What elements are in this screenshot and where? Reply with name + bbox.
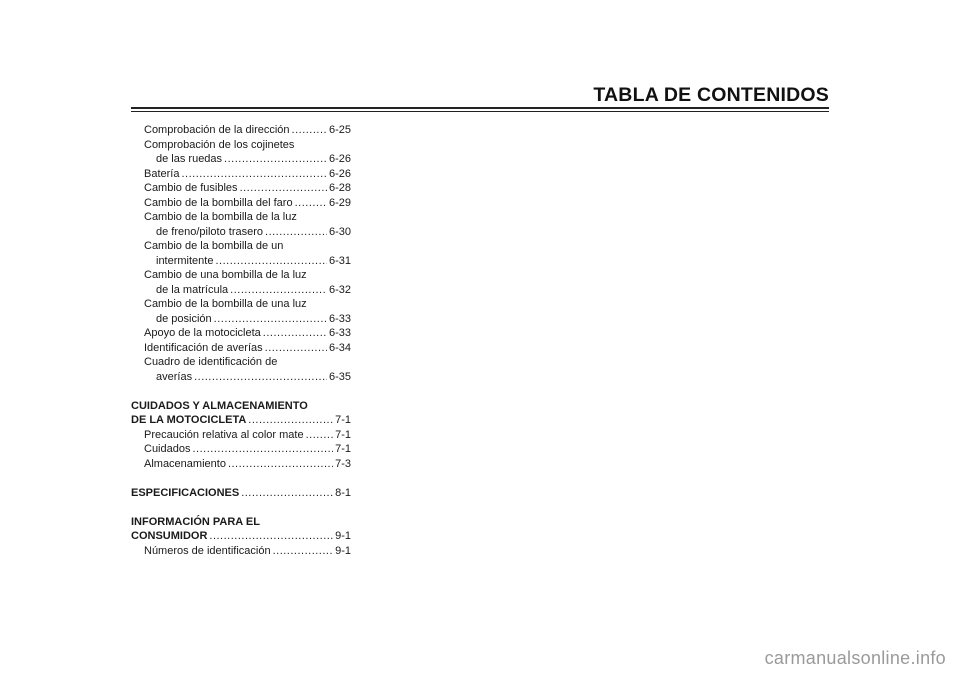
toc-entry-title: Números de identificación xyxy=(144,544,271,557)
toc-entry[interactable] xyxy=(131,326,351,341)
toc-entry-line[interactable] xyxy=(131,239,351,254)
toc-entry-title: Comprobación de los cojinetes xyxy=(144,138,295,151)
toc-page-number: 7-3 xyxy=(335,457,351,470)
toc-entry-title: de posición xyxy=(156,312,212,325)
toc-leader xyxy=(215,254,326,269)
toc-page-number: 6-31 xyxy=(328,254,351,267)
section-gap xyxy=(131,471,351,486)
toc-entry[interactable] xyxy=(131,312,351,327)
toc-entry-title: Cambio de la bombilla del faro xyxy=(144,196,293,209)
toc-leader xyxy=(273,544,334,559)
toc-entry-title: de freno/piloto trasero xyxy=(156,225,264,238)
toc-entry-title: intermitente xyxy=(156,254,214,267)
toc-page-number: 9-1 xyxy=(335,530,351,542)
toc-page-number: 6-29 xyxy=(328,196,351,209)
toc-entry-title: Comprobación de la dirección xyxy=(144,124,290,136)
toc-entry[interactable] xyxy=(131,283,351,298)
section-gap xyxy=(131,500,351,515)
toc-chapter-title: CUIDADOS Y ALMACENAMIENTO xyxy=(131,399,308,412)
toc-entry-title: Cambio de la bombilla de un xyxy=(144,240,284,252)
toc-leader xyxy=(241,486,333,501)
toc-entry[interactable] xyxy=(131,370,351,385)
watermark-text: carmanualsonline.info xyxy=(764,648,946,668)
toc-page-number: 6-34 xyxy=(328,341,351,354)
toc-chapter-heading-line[interactable] xyxy=(131,399,351,414)
toc-entry-title: Cuadro de identificación de xyxy=(144,356,278,368)
toc-entry-title: de las ruedas xyxy=(156,153,223,165)
toc-leader xyxy=(192,442,333,457)
toc-leader xyxy=(240,181,327,196)
toc-leader xyxy=(181,167,327,182)
toc-entry-line[interactable] xyxy=(131,297,351,312)
toc-page-number: 6-26 xyxy=(328,167,351,180)
toc-leader xyxy=(265,225,327,240)
toc-entry-title: Apoyo de la motocicleta xyxy=(144,327,261,339)
toc-chapter-heading-line[interactable] xyxy=(131,515,351,530)
toc-leader xyxy=(194,370,327,385)
toc-page-number: 7-1 xyxy=(335,414,351,426)
toc-chapter-title: ESPECIFICACIONES xyxy=(131,486,240,499)
toc-entry-title: Cambio de fusibles xyxy=(144,182,238,194)
toc-entry-title: Batería xyxy=(144,167,180,180)
toc-entry[interactable] xyxy=(131,341,351,356)
toc-entry-title: Cambio de la bombilla de la luz xyxy=(144,211,297,223)
title-rule-thin xyxy=(131,111,829,112)
toc-chapter-title: DE LA MOTOCICLETA xyxy=(131,414,247,426)
toc-entry[interactable] xyxy=(131,428,351,443)
toc-entry-line[interactable] xyxy=(131,355,351,370)
toc-entry-title: Precaución relativa al color mate xyxy=(144,428,304,441)
toc-leader xyxy=(228,457,333,472)
toc-chapter-title: CONSUMIDOR xyxy=(131,530,208,542)
toc-entry[interactable] xyxy=(131,442,351,457)
toc-entry-title: Identificación de averías xyxy=(144,341,263,354)
toc-entry-line[interactable] xyxy=(131,138,351,153)
toc-entry[interactable] xyxy=(131,123,351,138)
section-gap xyxy=(131,384,351,399)
toc-leader xyxy=(224,152,327,167)
toc-entry[interactable] xyxy=(131,225,351,240)
toc-page-number: 6-30 xyxy=(328,225,351,238)
toc-leader xyxy=(265,341,327,356)
toc-page-number: 6-35 xyxy=(328,370,351,383)
toc-entry-title: de la matrícula xyxy=(156,283,229,296)
toc-column xyxy=(131,123,351,558)
toc-entry[interactable] xyxy=(131,167,351,182)
toc-page-number: 6-33 xyxy=(328,312,351,325)
toc-entry-title: averías xyxy=(156,370,193,383)
toc-entry-title: Cambio de una bombilla de la luz xyxy=(144,269,307,281)
toc-entry[interactable] xyxy=(131,457,351,472)
toc-chapter-title: INFORMACIÓN PARA EL xyxy=(131,515,260,528)
toc-entry[interactable] xyxy=(131,544,351,559)
toc-page-number: 6-25 xyxy=(328,124,351,136)
toc-leader xyxy=(209,529,333,544)
toc-page-number: 9-1 xyxy=(335,544,351,557)
toc-leader xyxy=(306,428,334,443)
toc-entry-title: Almacenamiento xyxy=(144,457,226,470)
toc-entry[interactable] xyxy=(131,196,351,211)
toc-leader xyxy=(292,123,327,138)
toc-leader xyxy=(263,326,327,341)
toc-entry[interactable] xyxy=(131,254,351,269)
toc-page-number: 6-33 xyxy=(328,327,351,339)
toc-entry-line[interactable] xyxy=(131,268,351,283)
toc-entry-line[interactable] xyxy=(131,210,351,225)
toc-leader xyxy=(230,283,327,298)
toc-page-number: 7-1 xyxy=(335,428,351,441)
toc-entry-title: Cuidados xyxy=(144,443,191,455)
toc-entry[interactable] xyxy=(131,181,351,196)
toc-page-number: 7-1 xyxy=(335,443,351,455)
toc-page-number: 8-1 xyxy=(335,486,351,499)
toc-entry[interactable] xyxy=(131,152,351,167)
toc-chapter-heading[interactable] xyxy=(131,486,351,501)
title-rule-thick xyxy=(131,107,829,109)
toc-page-number: 6-28 xyxy=(328,182,351,194)
toc-page-number: 6-32 xyxy=(328,283,351,296)
toc-entry-title: Cambio de la bombilla de una luz xyxy=(144,298,307,310)
page-title: TABLA DE CONTENIDOS xyxy=(593,84,829,106)
toc-leader xyxy=(248,413,333,428)
toc-chapter-heading[interactable] xyxy=(131,529,351,544)
toc-leader xyxy=(295,196,327,211)
toc-chapter-heading[interactable] xyxy=(131,413,351,428)
toc-leader xyxy=(214,312,327,327)
toc-page-number: 6-26 xyxy=(328,153,351,165)
